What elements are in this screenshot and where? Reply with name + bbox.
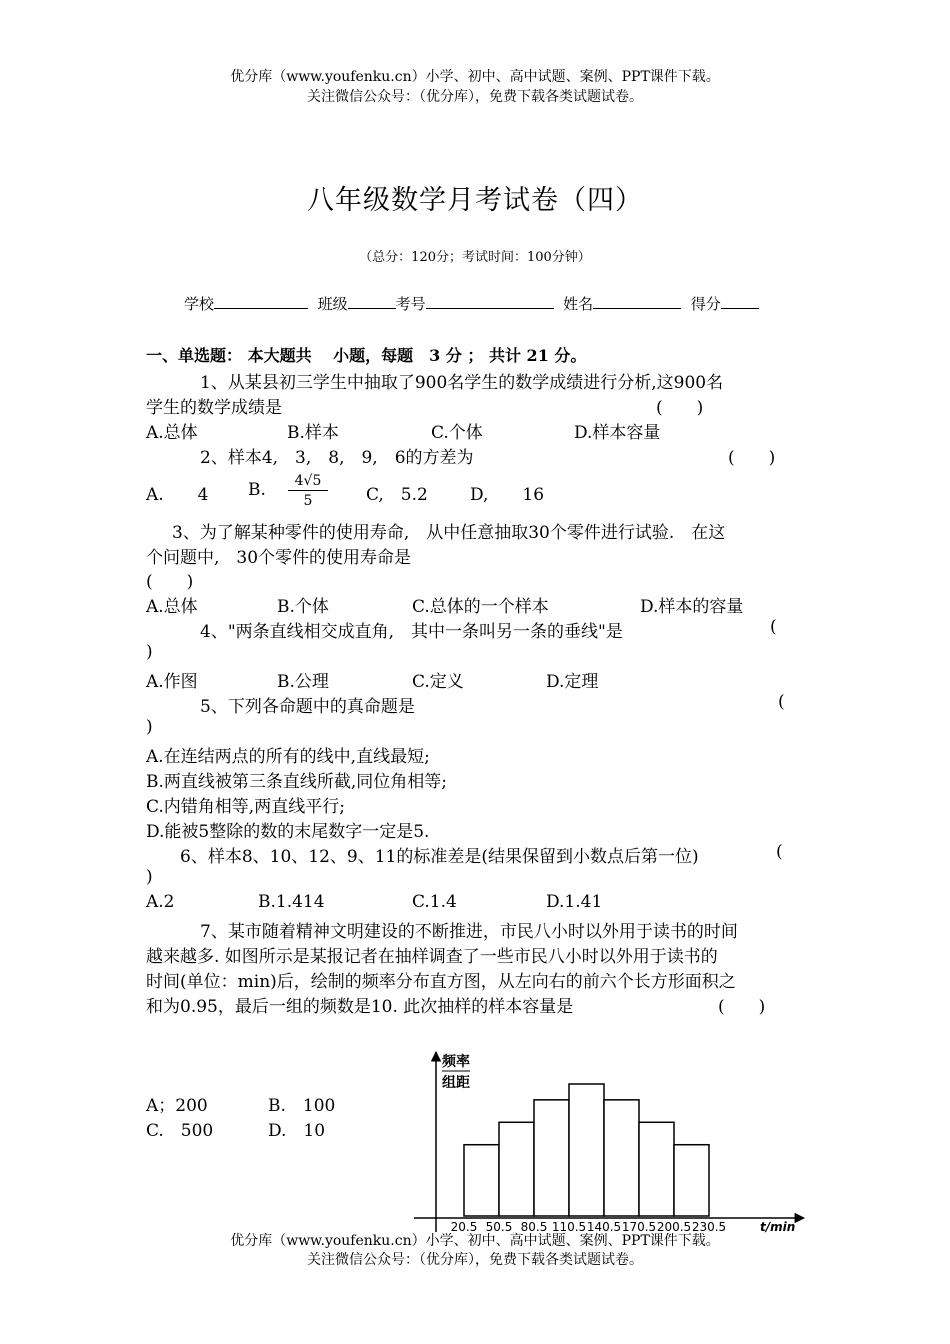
y-label-bottom: 组距 <box>442 1075 470 1091</box>
class-label: 班级 <box>317 295 348 313</box>
q7-option-d: D. 10 <box>268 1121 326 1141</box>
q4-paren-open: ( <box>770 617 777 637</box>
q7-option-b: B. 100 <box>268 1096 336 1116</box>
exam-subtitle: （总分：120分；考试时间：100分钟） <box>359 250 591 265</box>
frequency-histogram <box>400 1040 820 1240</box>
number-label: 考号 <box>395 295 426 313</box>
q3-option-b: B.个体 <box>277 597 329 617</box>
x-tick-label: 200.5 <box>656 1220 692 1234</box>
q5-line-1: 5、下列各命题中的真命题是 <box>200 697 415 717</box>
fraction-numerator: 4√5 <box>288 472 328 491</box>
footer-line-1: 优分库（www.youfenku.cn）小学、初中、高中试题、案例、PPT课件下载。 <box>230 1233 720 1249</box>
histogram-bar <box>569 1084 604 1216</box>
q1-option-a: A.总体 <box>146 423 198 443</box>
histogram-bar <box>499 1122 534 1216</box>
q7-line-3: 时间(单位：min)后，绘制的频率分布直方图，从左向右的前六个长方形面积之 <box>146 972 736 992</box>
q1-option-b: B.样本 <box>287 423 339 443</box>
info-fields <box>184 293 759 314</box>
q2-option-d: D, 16 <box>470 485 545 505</box>
q4-option-c: C.定义 <box>412 672 464 692</box>
q7-line-1: 7、某市随着精神文明建设的不断推进，市民八小时以外用于读书的时间 <box>200 922 738 942</box>
q4-paren-close: ) <box>146 642 153 662</box>
score-blank[interactable] <box>721 294 759 309</box>
q6-option-c: C.1.4 <box>412 892 457 912</box>
q5-option-a: A.在连结两点的所有的线中,直线最短; <box>146 747 430 767</box>
histogram-bar <box>674 1145 709 1216</box>
x-tick-label: 230.5 <box>691 1220 727 1234</box>
q6-line-1: 6、样本8、10、12、9、11的标准差是(结果保留到小数点后第一位) <box>180 847 699 867</box>
x-tick-label: 50.5 <box>485 1220 513 1234</box>
fraction-denominator: 5 <box>303 493 313 509</box>
header-line-1: 优分库（www.youfenku.cn）小学、初中、高中试题、案例、PPT课件下载。 <box>230 69 720 85</box>
q5-paren-close: ) <box>146 717 153 737</box>
q2-option-c: C, 5.2 <box>366 485 428 505</box>
q6-option-a: A.2 <box>146 892 175 912</box>
histogram-bar <box>604 1100 639 1216</box>
q3-option-a: A.总体 <box>146 597 198 617</box>
q2-answer-paren: ( ) <box>728 448 776 468</box>
q2-stem: 2、样本4, 3, 8, 9, 6的方差为 <box>200 448 474 468</box>
q5-option-b: B.两直线被第三条直线所截,同位角相等; <box>146 772 448 792</box>
q6-paren-open: ( <box>776 842 783 862</box>
number-blank[interactable] <box>426 294 554 309</box>
q3-line-2: 个问题中, 30个零件的使用寿命是 <box>146 548 412 568</box>
x-tick-label: 110.5 <box>551 1220 587 1234</box>
q5-option-c: C.内错角相等,两直线平行; <box>146 797 345 817</box>
q2-option-a: A. 4 <box>146 485 209 505</box>
q5-paren-open: ( <box>778 692 785 712</box>
q1-line-2: 学生的数学成绩是 <box>146 398 282 418</box>
q3-option-c: C.总体的一个样本 <box>412 597 549 617</box>
score-label: 得分 <box>690 295 721 313</box>
footer-line-2: 关注微信公众号：（优分库），免费下载各类试题试卷。 <box>307 1252 643 1268</box>
x-tick-label: 80.5 <box>520 1220 548 1234</box>
name-label: 姓名 <box>563 295 594 313</box>
q3-option-d: D.样本的容量 <box>640 597 744 617</box>
q4-option-b: B.公理 <box>277 672 329 692</box>
q1-answer-paren: ( ) <box>656 398 704 418</box>
class-blank[interactable] <box>348 294 396 309</box>
q4-option-d: D.定理 <box>546 672 599 692</box>
q6-paren-close: ) <box>146 867 153 887</box>
q1-option-d: D.样本容量 <box>574 423 661 443</box>
q7-line-4: 和为0.95，最后一组的频数是10. 此次抽样的样本容量是 <box>146 997 574 1017</box>
q7-option-a: A；200 <box>146 1096 208 1116</box>
q2-option-b: B. <box>248 480 266 500</box>
q3-line-1: 3、为了解某种零件的使用寿命, 从中任意抽取30个零件进行试验. 在这 <box>172 523 726 543</box>
histogram-bar <box>464 1145 499 1216</box>
q2-fraction <box>288 472 328 511</box>
q1-line-1: 1、从某县初三学生中抽取了900名学生的数学成绩进行分析,这900名 <box>200 373 724 393</box>
name-blank[interactable] <box>593 294 681 309</box>
x-tick-label: 20.5 <box>450 1220 478 1234</box>
q3-answer-paren: ( ) <box>146 572 194 592</box>
q7-line-2: 越来越多. 如图所示是某报记者在抽样调查了一些市民八小时以外用于读书的 <box>146 947 718 967</box>
q6-option-b: B.1.414 <box>258 892 325 912</box>
q4-line-1: 4、"两条直线相交成直角, 其中一条叫另一条的垂线"是 <box>200 622 623 642</box>
q7-option-c: C. 500 <box>146 1121 214 1141</box>
section-heading: 一、单选题： 本大题共 小题，每题 3 分 ； 共计 21 分。 <box>146 346 587 365</box>
q1-option-c: C.个体 <box>431 423 483 443</box>
x-tick-label: 170.5 <box>621 1220 657 1234</box>
q5-option-d: D.能被5整除的数的末尾数字一定是5. <box>146 822 430 842</box>
y-label-top: 频率 <box>442 1054 470 1070</box>
x-axis-label: t/min <box>760 1220 796 1234</box>
header-line-2: 关注微信公众号：（优分库），免费下载各类试题试卷。 <box>307 89 643 105</box>
school-blank[interactable] <box>214 294 308 309</box>
q6-option-d: D.1.41 <box>546 892 603 912</box>
page-title: 八年级数学月考试卷（四） <box>307 185 643 216</box>
x-tick-label: 140.5 <box>586 1220 622 1234</box>
q7-answer-paren: ( ) <box>718 997 766 1017</box>
histogram-bar <box>534 1100 569 1216</box>
histogram-bar <box>639 1122 674 1216</box>
q4-option-a: A.作图 <box>146 672 198 692</box>
school-label: 学校 <box>184 295 215 313</box>
